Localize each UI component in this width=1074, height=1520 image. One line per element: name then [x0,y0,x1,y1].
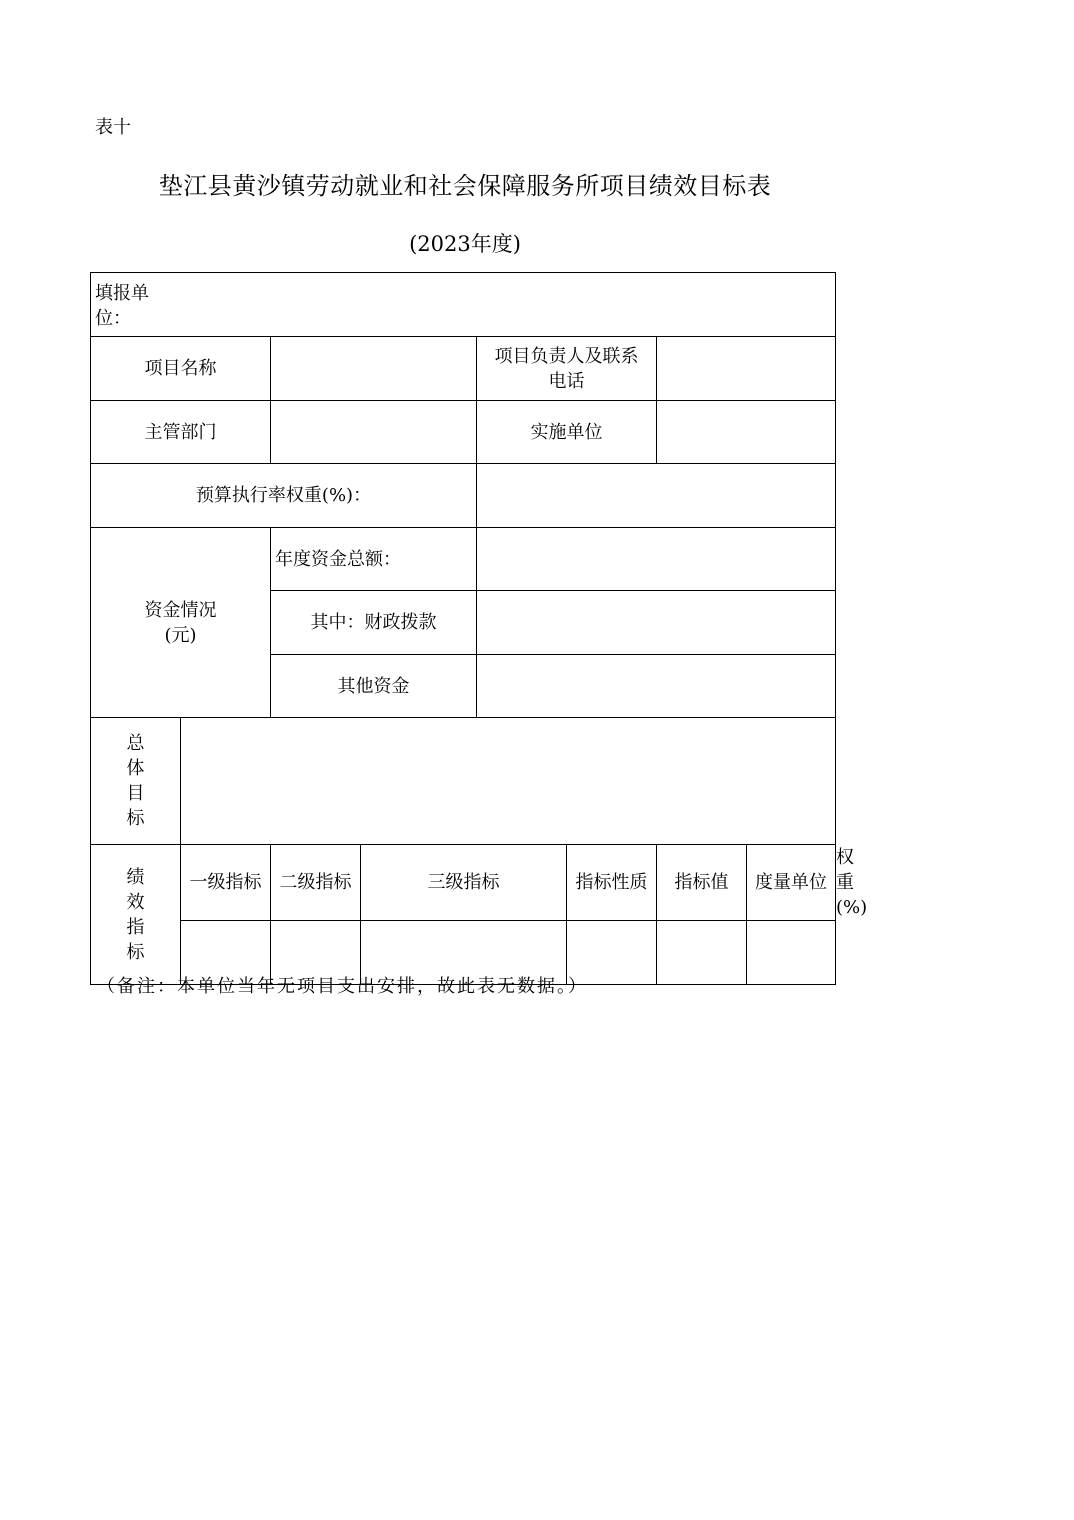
indicator-nature-header: 指标性质 [567,845,657,921]
impl-unit-value[interactable] [657,401,836,464]
fill-unit-cell [91,273,836,337]
fiscal-year: (2023年度) [409,232,521,256]
level3-indicator-header: 三级指标 [361,845,567,921]
level1-indicator-header: 一级指标 [181,845,271,921]
fill-unit-label: 填报单 位： [95,283,149,329]
budget-weight-value[interactable] [477,464,836,528]
remark-note: （备注：本单位当年无项目支出安排，故此表无数据。） [97,976,588,997]
page-title: 垫江县黄沙镇劳动就业和社会保障服务所项目绩效目标表 [158,172,772,200]
measure-unit-header: 度量单位 [747,845,836,921]
performance-goal-table: 填报单 位： 项目名称 项目负责人及联系 电话 主管部门 实施单位 预算执行率权重(%)： 资金情况 (元) 年度资金总额： 其中：财政拨款 其他资金 总 体 目 标 绩 效 指 标 一级指标 二级指标 三级指标 指标性质 指标值 度量单位 权重 (%) [90,272,836,985]
project-name-label: 项目名称 [91,337,271,401]
fiscal-funds-label: 其中：财政拨款 [271,591,477,655]
overall-goal-label: 总 体 目 标 [91,718,181,845]
overall-goal-value[interactable] [181,718,836,845]
annual-total-value[interactable] [477,528,836,591]
indicator-value-header: 指标值 [657,845,747,921]
performance-indicator-label: 绩 效 指 标 [91,845,181,985]
level2-indicator-header: 二级指标 [271,845,361,921]
project-owner-label: 项目负责人及联系 电话 [477,337,657,401]
fiscal-funds-value[interactable] [477,591,836,655]
project-owner-value[interactable] [657,337,836,401]
other-funds-value[interactable] [477,655,836,718]
indicator-value-cell[interactable] [657,921,747,985]
budget-weight-label: 预算执行率权重(%)： [91,464,477,528]
dept-label: 主管部门 [91,401,271,464]
funds-label: 资金情况 (元) [91,528,271,718]
table-number: 表十 [95,117,131,138]
impl-unit-label: 实施单位 [477,401,657,464]
measure-unit-cell[interactable] [747,921,836,985]
dept-value[interactable] [271,401,477,464]
other-funds-label: 其他资金 [271,655,477,718]
project-name-value[interactable] [271,337,477,401]
annual-total-label: 年度资金总额： [271,528,477,591]
